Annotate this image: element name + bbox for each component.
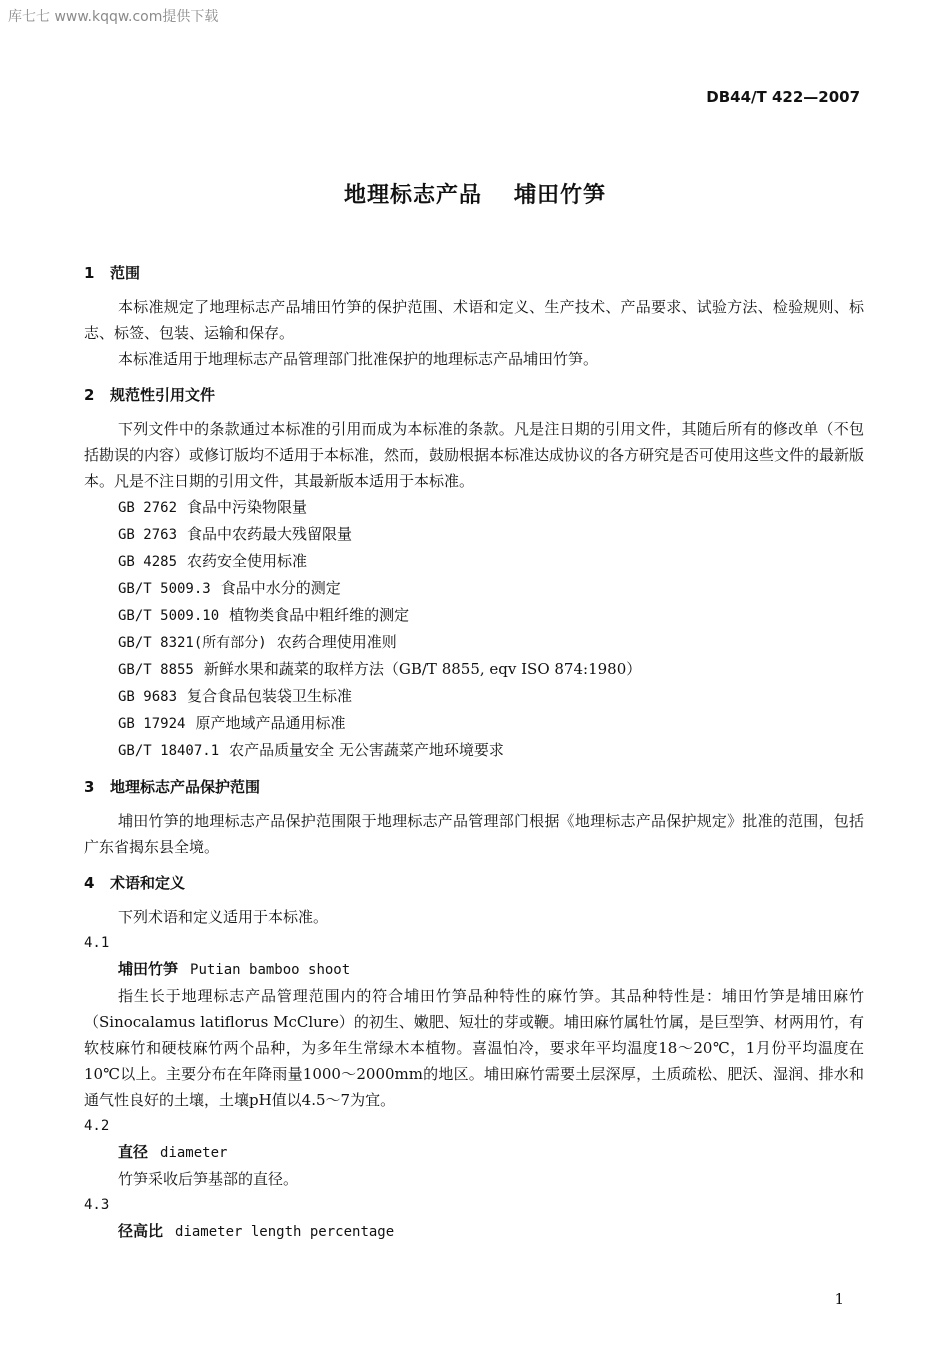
reference-name: 食品中水分的测定	[220, 579, 341, 597]
reference-code: GB 9683	[118, 689, 178, 705]
reference-name: 农产品质量安全 无公害蔬菜产地环境要求	[229, 741, 504, 759]
title-part-1: 地理标志产品	[343, 183, 482, 208]
reference-item	[84, 710, 864, 737]
clause-number: 4.3	[84, 1197, 110, 1213]
reference-name: 食品中农药最大残留限量	[187, 525, 353, 543]
document-number: DB44/T 422—2007	[706, 88, 860, 106]
watermark: 库七七 www.kqqw.com提供下载	[8, 9, 219, 25]
paragraph: 下列术语和定义适用于本标准。	[118, 908, 329, 926]
term-heading	[84, 1218, 864, 1245]
section-heading	[84, 776, 864, 798]
reference-code: GB/T 5009.10	[118, 608, 220, 624]
term-english: diameter	[160, 1145, 228, 1161]
reference-item	[84, 737, 864, 764]
term-chinese: 埔田竹笋	[118, 960, 179, 978]
reference-item	[84, 494, 864, 521]
reference-item	[84, 683, 864, 710]
paragraph: 下列文件中的条款通过本标准的引用而成为本标准的条款。凡是注日期的引用文件，其随后所有的修改单（不包括勘误的内容）或修订版均不适用于本标准，然而，鼓励根据本标准达成协议的各方研究是否可使用这些文件的最新版本。凡是不注日期的引用文件，其最新版本适用于本标准。	[84, 420, 865, 490]
section-title: 规范性引用文件	[110, 386, 216, 404]
reference-item	[84, 629, 864, 656]
section-heading	[84, 384, 864, 406]
reference-name: 植物类食品中粗纤维的测定	[229, 606, 410, 624]
reference-code: GB 2762	[118, 500, 178, 516]
reference-name: 复合食品包装袋卫生标准	[187, 687, 353, 705]
paragraph: 埔田竹笋的地理标志产品保护范围限于地理标志产品管理部门根据《地理标志产品保护规定》批准的范围，包括广东省揭东县全境。	[84, 812, 864, 856]
term-definition: 指生长于地理标志产品管理范围内的符合埔田竹笋品种特性的麻竹笋。其品种特性是：埔田竹笋是埔田麻竹（Sinocalamus latiflorus McClure）的初生、嫩肥、短壮的芽或鞭。埔田麻竹属牡竹属，是巨型笋、材两用竹，有软枝麻竹和硬枝麻竹两个品种，为多年生常绿木本植物。喜温怕冷，要求年平均温度18～20℃，1月份平均温度在10℃以上。主要分布在年降雨量1000～2000mm的地区。埔田麻竹需要土层深厚，土质疏松、肥沃、湿润、排水和通气性良好的土壤，土壤pH值以4.5～7为宜。	[84, 987, 864, 1109]
section-title: 范围	[110, 264, 141, 282]
term-heading	[84, 1139, 864, 1166]
reference-code: GB 17924	[118, 716, 186, 732]
reference-name: 食品中污染物限量	[187, 498, 308, 516]
reference-name: 农药安全使用标准	[187, 552, 308, 570]
section-number: 2	[84, 386, 95, 404]
reference-code: GB 2763	[118, 527, 178, 543]
section-number: 4	[84, 874, 95, 892]
term-chinese: 直径	[118, 1143, 149, 1161]
clause-number: 4.1	[84, 935, 110, 951]
reference-code: GB/T 18407.1	[118, 743, 220, 759]
reference-name: 新鲜水果和蔬菜的取样方法（GB/T 8855, eqv ISO 874:1980）	[203, 660, 642, 678]
reference-code: GB 4285	[118, 554, 178, 570]
page-number: 1	[834, 1290, 844, 1308]
clause-number: 4.2	[84, 1118, 110, 1134]
reference-item	[84, 521, 864, 548]
reference-item	[84, 575, 864, 602]
reference-item	[84, 656, 864, 683]
term-english: diameter length percentage	[175, 1224, 395, 1240]
paragraph: 本标准适用于地理标志产品管理部门批准保护的地理标志产品埔田竹笋。	[118, 350, 599, 368]
section-number: 3	[84, 778, 95, 796]
section-title: 地理标志产品保护范围	[110, 778, 261, 796]
paragraph: 本标准规定了地理标志产品埔田竹笋的保护范围、术语和定义、生产技术、产品要求、试验方法、检验规则、标志、标签、包装、运输和保存。	[84, 298, 864, 342]
term-english: Putian bamboo shoot	[190, 962, 351, 978]
reference-name: 原产地域产品通用标准	[195, 714, 346, 732]
reference-code: GB/T 8321(所有部分)	[118, 635, 267, 651]
section-heading	[84, 262, 864, 284]
section-number: 1	[84, 264, 95, 282]
reference-item	[84, 548, 864, 575]
term-chinese: 径高比	[118, 1222, 164, 1240]
document-body	[84, 262, 864, 1245]
title-part-2: 埔田竹笋	[514, 183, 607, 208]
section-heading	[84, 872, 864, 894]
section-title: 术语和定义	[110, 874, 186, 892]
reference-name: 农药合理使用准则	[276, 633, 397, 651]
term-definition: 竹笋采收后笋基部的直径。	[118, 1170, 299, 1188]
reference-item	[84, 602, 864, 629]
document-title	[0, 178, 950, 209]
reference-code: GB/T 5009.3	[118, 581, 211, 597]
term-heading	[84, 956, 864, 983]
reference-code: GB/T 8855	[118, 662, 194, 678]
